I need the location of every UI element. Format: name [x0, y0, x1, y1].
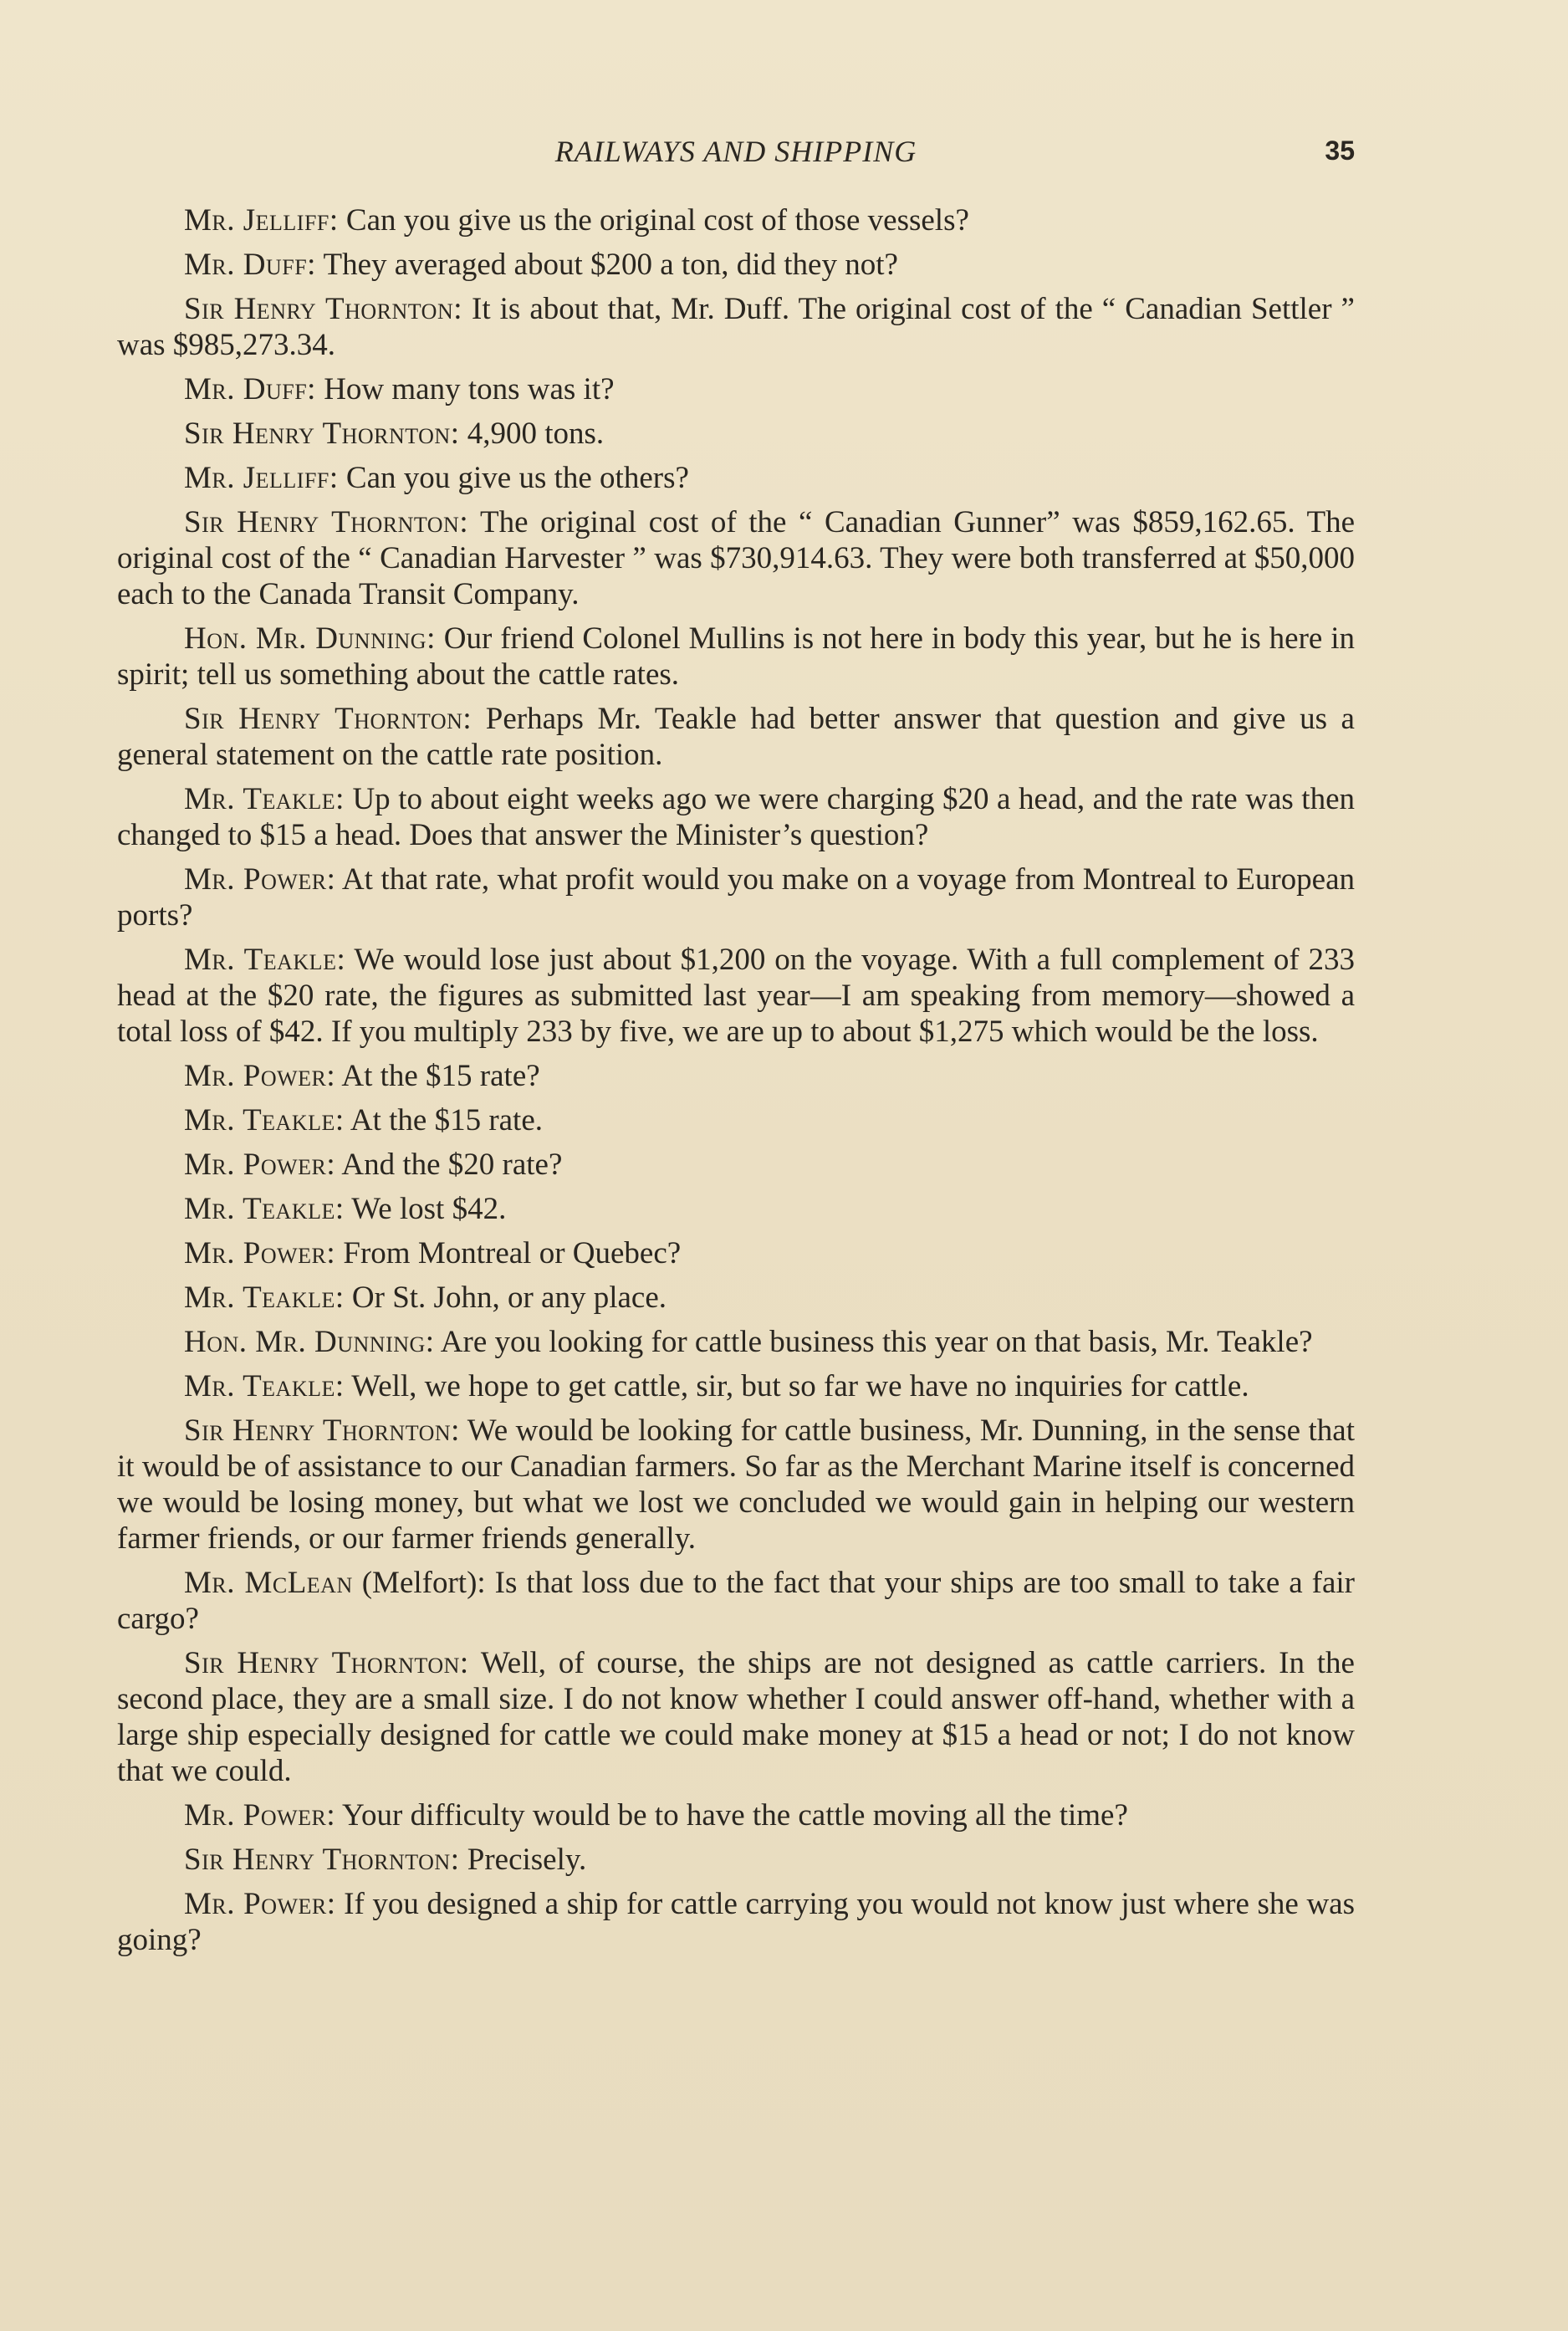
- paragraph-text: Can you give us the original cost of those vessels?: [338, 203, 969, 238]
- paragraph: [117, 701, 1355, 773]
- paragraph-text: Up to about eight weeks ago we were charging $20 a head, and the rate was then changed to $15 a head. Does that answer the Minister’s question?: [117, 782, 1355, 852]
- paragraph-text: Your difficulty would be to have the cattle moving all the time?: [335, 1798, 1128, 1833]
- paragraph: [117, 202, 1355, 238]
- speaker-name: Mr. Power:: [184, 1798, 336, 1833]
- paragraph-text: Can you give us the others?: [338, 461, 689, 495]
- speaker-name: Mr. Teakle:: [184, 1103, 345, 1137]
- paragraph: [117, 861, 1355, 933]
- paragraph: [117, 1058, 1355, 1094]
- paragraph: [117, 1413, 1355, 1557]
- paragraph-text: At the $15 rate?: [335, 1059, 540, 1093]
- paragraph-text: Or St. John, or any place.: [344, 1281, 667, 1315]
- speaker-name: Mr. Teakle:: [184, 1192, 345, 1226]
- speaker-name: Hon. Mr. Dunning:: [184, 1325, 435, 1359]
- paragraph: [117, 1842, 1355, 1878]
- paragraph: [117, 1886, 1355, 1958]
- paragraph: [117, 621, 1355, 693]
- speaker-name: Hon. Mr. Dunning:: [184, 621, 436, 656]
- paragraph-text: At that rate, what profit would you make on a voyage from Montreal to European ports?: [117, 862, 1356, 933]
- transcript-body: [117, 202, 1355, 1966]
- paragraph: [117, 1235, 1355, 1271]
- paragraph: [117, 1280, 1355, 1316]
- paragraph-text: 4,900 tons.: [459, 417, 605, 451]
- paragraph-text: Precisely.: [459, 1843, 587, 1877]
- paragraph: [117, 1797, 1355, 1833]
- paragraph-text: It is about that, Mr. Duff. The original cost of the “ Canadian Settler ” was $985,273.34.: [117, 292, 1355, 362]
- paragraph-text: We would be looking for cattle business, Mr. Dunning, in the sense that it would be of assistance to our Canadian farmers. So far as the Merchant Marine itself is concerned we would be losing money, but what we lost we concluded we would gain in helping our western farmer friends, or our farmer friends generally.: [117, 1413, 1355, 1556]
- speaker-name: Mr. Power:: [184, 1887, 336, 1921]
- paragraph-text: How many tons was it?: [315, 372, 615, 406]
- speaker-name: Mr. Power:: [184, 862, 336, 897]
- speaker-name: Sir Henry Thornton:: [184, 417, 460, 451]
- paragraph: [117, 1368, 1355, 1404]
- speaker-name: Mr. McLean: [184, 1566, 353, 1600]
- paragraph: [117, 1102, 1355, 1138]
- speaker-name: Sir Henry Thornton:: [184, 702, 472, 736]
- speaker-name: Mr. Jelliff:: [184, 461, 339, 495]
- paragraph-text: We would lose just about $1,200 on the voyage. With a full complement of 233 head at the $20 rate, the figures as submitted last year—I am speaking from memory—showed a total loss of $42. If you multiply 233 by five, we are up to about $1,275 which would be the loss.: [117, 943, 1355, 1049]
- paragraph: [117, 1191, 1355, 1227]
- paragraph: [117, 247, 1355, 283]
- speaker-name: Mr. Power:: [184, 1236, 336, 1270]
- speaker-name: Sir Henry Thornton:: [184, 1413, 460, 1448]
- speaker-name: Sir Henry Thornton:: [184, 505, 469, 539]
- paragraph-text: (Melfort): Is that loss due to the fact that your ships are too small to take a fair cargo?: [117, 1566, 1355, 1636]
- speaker-name: Mr. Power:: [184, 1059, 336, 1093]
- paragraph: [117, 460, 1355, 496]
- speaker-name: Mr. Jelliff:: [184, 203, 339, 238]
- paragraph-text: Well, we hope to get cattle, sir, but so far we have no inquiries for cattle.: [344, 1369, 1249, 1403]
- paragraph-text: From Montreal or Quebec?: [335, 1236, 682, 1270]
- paragraph: [117, 1565, 1355, 1637]
- running-title: RAILWAYS AND SHIPPING: [554, 135, 917, 168]
- speaker-name: Mr. Power:: [184, 1148, 336, 1182]
- paragraph: [117, 1324, 1355, 1360]
- paragraph-text: At the $15 rate.: [344, 1103, 544, 1137]
- paragraph-text: The original cost of the “ Canadian Gunner” was $859,162.65. The original cost of the “ Canadian Harvester ” was $730,914.63. They were both transferred at $50,000 each to the Canada Transit Company.: [117, 505, 1355, 611]
- speaker-name: Sir Henry Thornton:: [184, 1843, 460, 1877]
- speaker-name: Mr. Teakle:: [184, 1369, 345, 1403]
- paragraph-text: And the $20 rate?: [335, 1148, 563, 1182]
- paragraph-text: They averaged about $200 a ton, did they not?: [315, 248, 898, 282]
- paragraph: [117, 1147, 1355, 1183]
- paragraph: [117, 416, 1355, 452]
- paragraph-text: If you designed a ship for cattle carrying you would not know just where she was going?: [117, 1887, 1355, 1957]
- paragraph: [117, 781, 1355, 853]
- paragraph: [117, 371, 1355, 407]
- paragraph: [117, 504, 1355, 612]
- paragraph-text: Perhaps Mr. Teakle had better answer that question and give us a general statement on the cattle rate position.: [117, 702, 1355, 772]
- speaker-name: Mr. Teakle:: [184, 782, 345, 816]
- speaker-name: Sir Henry Thornton:: [184, 292, 463, 326]
- paragraph-text: Our friend Colonel Mullins is not here in body this year, but he is here in spirit; tell us something about the cattle rates.: [117, 621, 1356, 692]
- speaker-name: Mr. Teakle:: [184, 943, 346, 977]
- paragraph: [117, 942, 1355, 1050]
- paragraph-text: We lost $42.: [344, 1192, 507, 1226]
- paragraph-text: Well, of course, the ships are not designed as cattle carriers. In the second place, they are a small size. I do not know whether I could answer off-hand, whether with a large ship especially designed for cattle we could make money at $15 a head or not; I do not know that we could.: [117, 1646, 1355, 1788]
- speaker-name: Mr. Teakle:: [184, 1281, 345, 1315]
- speaker-name: Sir Henry Thornton:: [184, 1646, 469, 1680]
- page-header: [117, 134, 1355, 176]
- page-number: 35: [1325, 135, 1355, 166]
- paragraph: [117, 1645, 1355, 1789]
- paragraph-text: Are you looking for cattle business this year on that basis, Mr. Teakle?: [434, 1325, 1313, 1359]
- paragraph: [117, 291, 1355, 363]
- speaker-name: Mr. Duff:: [184, 248, 316, 282]
- speaker-name: Mr. Duff:: [184, 372, 316, 406]
